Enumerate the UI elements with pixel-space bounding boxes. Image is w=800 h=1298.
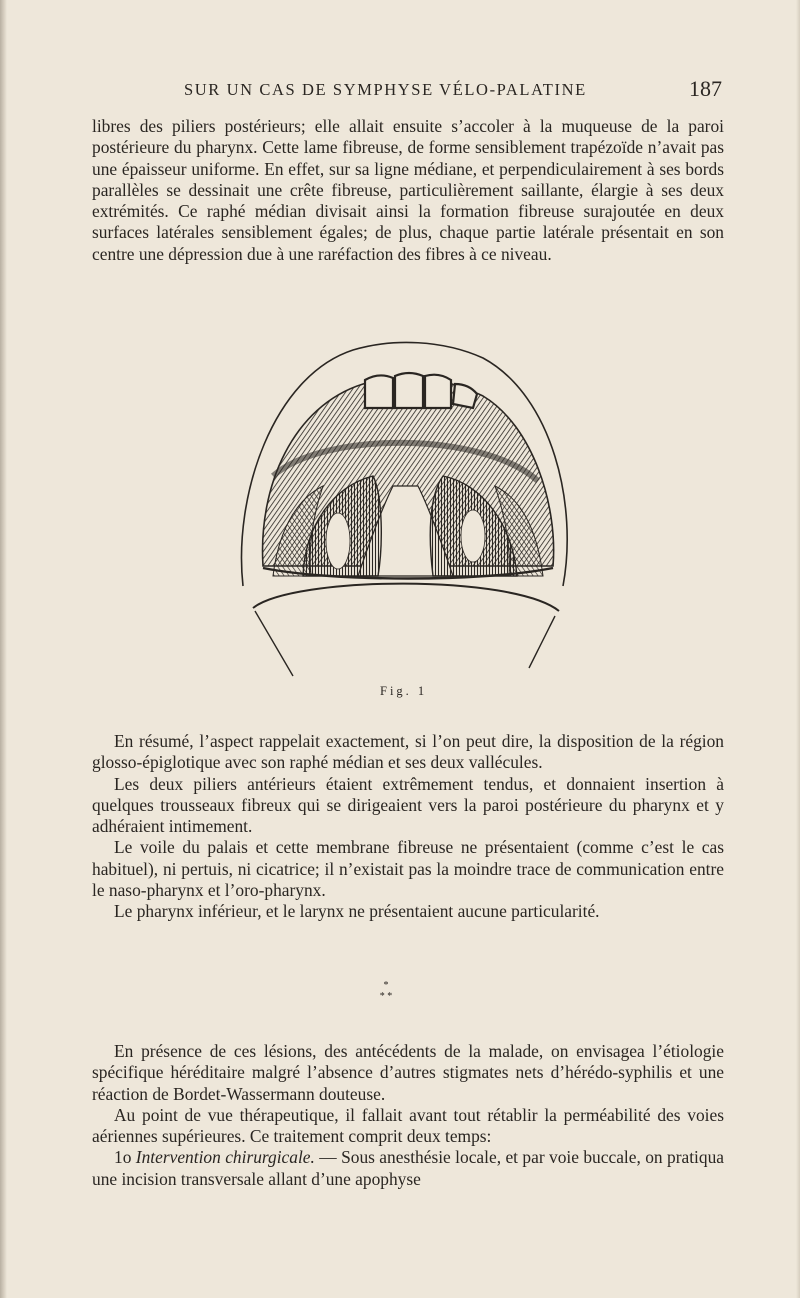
- paragraph: Le pharynx inférieur, et le larynx ne présentaient aucune particularité.: [114, 901, 600, 922]
- figure-palate-drawing: [233, 336, 583, 686]
- paragraph: libres des piliers postérieurs; elle allait ensuite s’accoler à la muqueuse de la paroi postérieure du pharynx. Cette lame fibreuse, de forme sensiblement trapézoïde n’avait pas une épaisseur uniforme. En effet, sur sa ligne médiane, et perpendiculairement à ses bords parallèles se dessinait une crête fibreuse, particulièrement saillante, élargie à ses deux extrémités. Ce raphé médian divisait ainsi la formation fibreuse surajoutée en deux surfaces latérales sensiblement égales; de plus, chaque partie latérale présentait en son centre une dépression due à une raréfaction des fibres à ce niveau.: [92, 116, 724, 264]
- text-block-top: [92, 116, 724, 265]
- text-block-middle: [92, 731, 724, 923]
- page-right-edge: [796, 0, 800, 1298]
- text-block-bottom: [92, 1041, 724, 1190]
- figure-caption: Fig. 1: [380, 684, 428, 698]
- running-title: SUR UN CAS DE SYMPHYSE VÉLO-PALATINE: [184, 80, 587, 99]
- running-head: [92, 78, 732, 104]
- paragraph: En présence de ces lésions, des antécédents de la malade, on envisagea l’étiologie spécifique héréditaire malgré l’absence d’autres stigmates nets d’hérédo-syphilis et une réaction de Bordet-Wassermann douteuse.: [92, 1041, 724, 1104]
- paragraph-numbered: [92, 1147, 724, 1190]
- paragraph: Les deux piliers antérieurs étaient extrêmement tendus, et donnaient insertion à quelques trousseaux fibreux qui se dirigeaient vers la paroi postérieure du pharynx et y adhéraient intimement.: [92, 773, 724, 837]
- page-binding-edge: [0, 0, 7, 1298]
- paragraph: Au point de vue thérapeutique, il fallait avant tout rétablir la perméabilité des voies aériennes supérieures. Ce traitement comprit deux temps:: [92, 1104, 724, 1147]
- list-number: 1o: [114, 1147, 132, 1168]
- italic-heading: Intervention chirurgicale.: [135, 1147, 315, 1168]
- paragraph: En résumé, l’aspect rappelait exactement, si l’on peut dire, la disposition de la région glosso-épiglotique avec son raphé médian et ses deux vallécules.: [92, 731, 724, 773]
- section-separator: [366, 980, 406, 1010]
- paragraph: Le voile du palais et cette membrane fibreuse ne présentaient (comme c’est le cas habituel), ni pertuis, ni cicatrice; il n’existait pas la moindre trace de communication entre le naso-pharynx et l’oro-pharynx.: [92, 837, 724, 901]
- paragraph-text: — Sous anesthésie locale, et par voie buccale, on pratiqua une incision transversale allant d’une apophyse: [92, 1147, 724, 1189]
- page-number: 187: [689, 76, 722, 101]
- separator-star-top: *: [383, 980, 389, 991]
- palate-illustration: [233, 336, 583, 686]
- separator-stars-bottom: * *: [379, 991, 393, 1002]
